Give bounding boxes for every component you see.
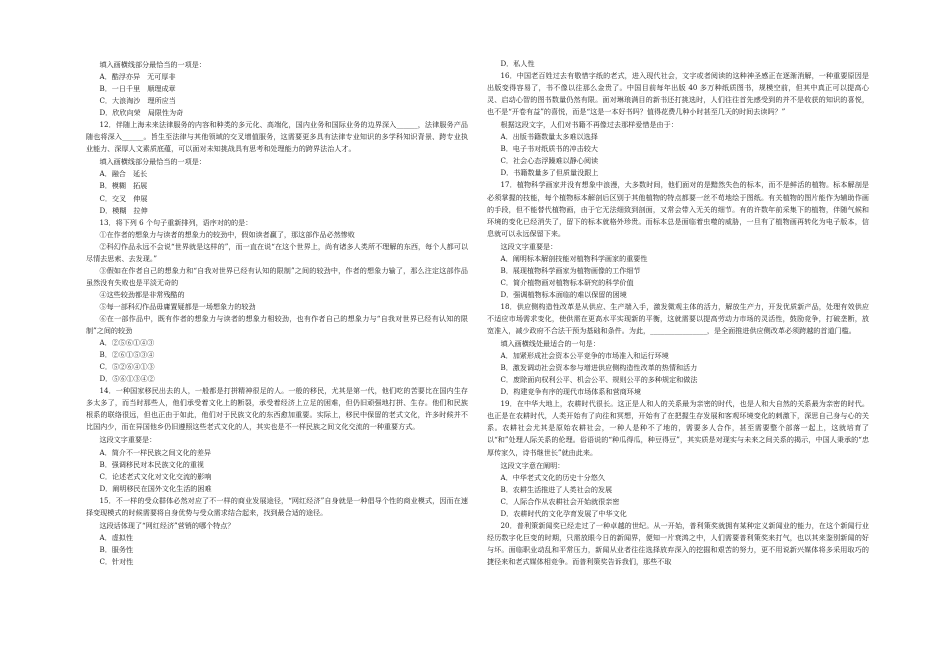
left-paragraph: 15．不一样的受众群体必然对应了不一样的商业发展途径，“网红经济”自身就是一种倡导个性的商业模式，因而在速择变现模式的时候需要将自身优势与受众需求结合起来，找到最合适的途径。 bbox=[86, 495, 468, 517]
left-option: A．简介不一样民族之间文化的差异 bbox=[99, 447, 212, 457]
right-option: A．加紧形成社会资本公平竞争的市场准入和运行环境 bbox=[500, 351, 669, 361]
right-paragraph: 18．供应侧构造性改革是从供应、生产端入手，激发微观主体的活力，解放生产力，开发优质新产品，处理有效供应不适应市场需求变化，使供需在更高水平实现新的平衡，这就需要以提高劳动力市场的灵活性，鼓励竞争，打破垄断，放宽准入，减少政府不合法干预为基础和条件。为此，________________，是全面推进供应侧改革必须跨越的首道门槛。 bbox=[487, 301, 869, 336]
left-option: A．酷浮亦异 无可厚非 bbox=[99, 72, 176, 82]
left-paragraph: ①在作者的想象力与读者的想象力的较劲中，假如读者赢了，那这部作品必然惨败 bbox=[99, 229, 355, 239]
right-paragraph: 16．中国老百姓过去有敬惜字纸的老式，进入现代社会，文字或者阅读的这种神圣感正在逐渐消解，一种重要原因是出版变得容易了，书不像以往那么金贵了。中国目前每年出版 40 多万种纸质图书，规模空前，但其中真正可以提高心灵、启动心智的图书数量仍然有限。面对琳琅满目的新书还打挑选时，人们往往首先感受到的并不是收获的知识的喜悦，也不是“开卷有益”的喜悦，而是“这是一本好书吗？值得花费几种小时甚至几天的时间去读吗？” bbox=[487, 71, 869, 117]
right-option: A．中华老式文化的历史十分悠久 bbox=[500, 472, 605, 482]
right-question-stem: 这段文字意在阐明： bbox=[500, 460, 565, 470]
left-paragraph: ③假如在作者自己的想象力和“自我对世界已经有认知的限制”之间的较劲中，作者的想象力输了，那么注定这部作品虽然没有失败也是平淡无奇的 bbox=[86, 265, 468, 287]
left-option: C．论述老式文化对文化交流的影响 bbox=[99, 471, 212, 481]
left-option: A．②⑤⑥①④③ bbox=[99, 338, 155, 348]
right-question-stem: 这段文字重要是： bbox=[500, 241, 558, 251]
right-option: B．展现植物科学画家为植物画像的工作细节 bbox=[500, 265, 641, 275]
left-question-stem: 这段话体现了“网红经济”营销的哪个特点？ bbox=[99, 520, 235, 530]
right-option: D．构建竞争有序的现代市场体系和营商环境 bbox=[500, 387, 641, 397]
right-option: D．私人性 bbox=[500, 59, 535, 68]
right-paragraph: 17．植物科学画家并没有想象中浪漫，大多数时间，他们面对的是黯然失色的标本，而不是鲜活的植物。标本解剖是必须掌握的技能，每个植物标本解剖后区别于其他植物的特点都要一丝不苟地绘于图纸。有关植物的图片能作为辅助作画的手段，但不能替代植物画，由于它无法细致到剖面，又常会带入无关的细节。有的许数年前采集下的植物，伴随气候和环境的变化已经消失了，留下的标本就格外珍贵。而标本总是面临着虫噬的威胁，一旦有了植物画再转化为电子版本，信息就可以永远保留下来。 bbox=[487, 180, 869, 238]
right-option: B．激发调动社会资本参与增进供应侧构造性改革的热情和活力 bbox=[500, 363, 698, 373]
left-option: D．欣欣向荣 局限性为奇 bbox=[99, 108, 184, 118]
right-question-stem: 填入画横线处最适合的一句是： bbox=[500, 339, 600, 349]
right-option: D．书籍数量多了但质量没跟上 bbox=[500, 168, 599, 178]
left-question-stem: 填入画横线部分最恰当的一项是： bbox=[99, 157, 206, 167]
left-paragraph: ⑥在一部作品中，既有作者的想象力与读者的想象力相较劲，也有作者自己的想象力与“自我对世界已经有认知的限制”之间的较劲 bbox=[86, 313, 468, 336]
right-option: D．强调植物标本面临的难以保留的困境 bbox=[500, 289, 627, 299]
left-option: D．阐明移民在国外文化生活的困难 bbox=[99, 483, 212, 493]
left-option: B．强调移民对本民族文化的重视 bbox=[99, 459, 205, 469]
right-option: A．出版书籍数量太多难以选择 bbox=[500, 132, 598, 142]
right-option: C．人际合作从农耕社会开始就很亲密 bbox=[500, 496, 620, 506]
left-option: B．模糊 拓展 bbox=[99, 181, 148, 191]
right-paragraph: 19．在中华大地上，农耕时代很长。这正是人和人的关系最为亲密的时代，也是人和大自然的关系最为亲密的时代。也正是在农耕时代，人类开始有了向往和冥想，开始有了在把握生存发展和客观环境变化的刺激下，深思自己身与心的关系。农耕社会尤其是原始农耕社会，一种人是种不了地的，需要多人合作，甚至需要整个部落一起上，这就培育了以“和”处理人际关系的伦理。俗语说的“种瓜得瓜，种豆得豆”，其实质是对现实与未来之间关系的揭示，中国人秉承的“忠厚传家久，诗书继世长”就由此来。 bbox=[487, 399, 869, 457]
left-paragraph: 14．一种国家移民出去的人，一般都是打拼精神很足的人。一般的移民，尤其是第一代，他们吃的苦要比在国内生存多太多了，而当时那些人，他们承受着文化上的断裂，承受着经济上立足的困难，但仍旧顽强地打拼、生存。他们和民族根系的联络很远，但也正由于如此，他们对于民族文化的东西愈加重要。实际上，移民中保留的老式文化，许多时候并不比国内少，而在异国他乡仍旧遵照这些老式文化的人，其实也是不一样民族之间文化交流的一种重要方式。 bbox=[86, 386, 468, 432]
left-option: A．融合 延长 bbox=[99, 169, 148, 179]
right-option: C．简介植物画对植物标本研究的科学价值 bbox=[500, 277, 634, 287]
right-option: B．农耕生活推进了人类社会的发展 bbox=[500, 484, 613, 494]
left-paragraph: 12．伴随上海未来法律服务的内容和种类的多元化、高端化，国内业务和国际业务的边界深入______，法律服务产品随也将深入______。旨生至法律与其他领域的交叉增值服务，这需要更多具有法律专业知识的多学科知识背景、跨专业执业能力、深厚人文素质底蕴，可以面对未知挑战具有思考和处理能力的跨界法治人才。 bbox=[86, 120, 468, 154]
left-option: A．虚拟性 bbox=[99, 532, 133, 542]
left-option: D．⑤⑥①③④② bbox=[99, 374, 155, 384]
right-option: B．电子书对纸质书的冲击较大 bbox=[500, 144, 598, 154]
left-question-stem: 这段文字重要是： bbox=[99, 435, 157, 445]
left-question-stem: 填入画横线部分最恰当的一项是： bbox=[99, 60, 206, 69]
left-option: B．一日千里 顺理成章 bbox=[99, 84, 176, 94]
left-paragraph: ⑤每一部科幻作品毋庸置疑都是一场想象力的较劲 bbox=[99, 301, 256, 311]
left-column bbox=[86, 58, 468, 568]
left-option: C．针对性 bbox=[99, 556, 134, 566]
right-question-stem: 根据这段文字，人们对书籍不再像过去那样爱惜是由于： bbox=[500, 120, 678, 130]
left-option: D．模糊 拉伸 bbox=[99, 205, 148, 215]
left-paragraph: 13．将下列 6 个句子重新排列，语序对的的是： bbox=[99, 217, 253, 227]
right-paragraph: 20．普利策新闻奖已经走过了一种卓越的世纪。从一开始，普利策奖就拥有某种定义新闻业的能力，在这个新闻行业经历数字化巨变的时期，只需放眼今日的新闻界，便知一片衰鸿之中，人们需要普利策奖来打气，也以其来鉴别新闻的好与坏。面临职业动乱和平常压力，新闻从业者往往选择放弃深入的挖掘和艰苦的努力，更不用说新兴媒体将多采用取巧的捷径来和老式媒体相竞争。而普利策奖告诉我们，那些不取 bbox=[487, 520, 869, 566]
right-option: C．废除面向权利公平、机会公平、规则公平的多种规定和做法 bbox=[500, 375, 698, 385]
left-paragraph: ②科幻作品永远不会说“世界就是这样的”，而一直在说“在这个世界上，尚有诸多人类所不理解的东西，每个人都可以尽情去思索、去发现。” bbox=[86, 241, 468, 263]
left-option: B．②⑥①⑤③④ bbox=[99, 350, 155, 360]
right-column bbox=[487, 58, 869, 568]
right-option: A．阐明标本解剖技能对植物科学画家的重要性 bbox=[500, 253, 648, 263]
left-option: C．⑤②⑥④①③ bbox=[99, 362, 155, 372]
left-option: C．交叉 伸展 bbox=[99, 193, 148, 203]
left-paragraph: ④这些较劲都是非常残酷的 bbox=[99, 289, 185, 299]
left-option: B．服务性 bbox=[99, 544, 134, 554]
left-option: C．大浪淘沙 理所应当 bbox=[99, 96, 176, 106]
right-option: D．农耕时代的文化孕育发展了中华文化 bbox=[500, 508, 627, 518]
right-option: C．社会心态浮躁难以静心阅读 bbox=[500, 156, 599, 166]
